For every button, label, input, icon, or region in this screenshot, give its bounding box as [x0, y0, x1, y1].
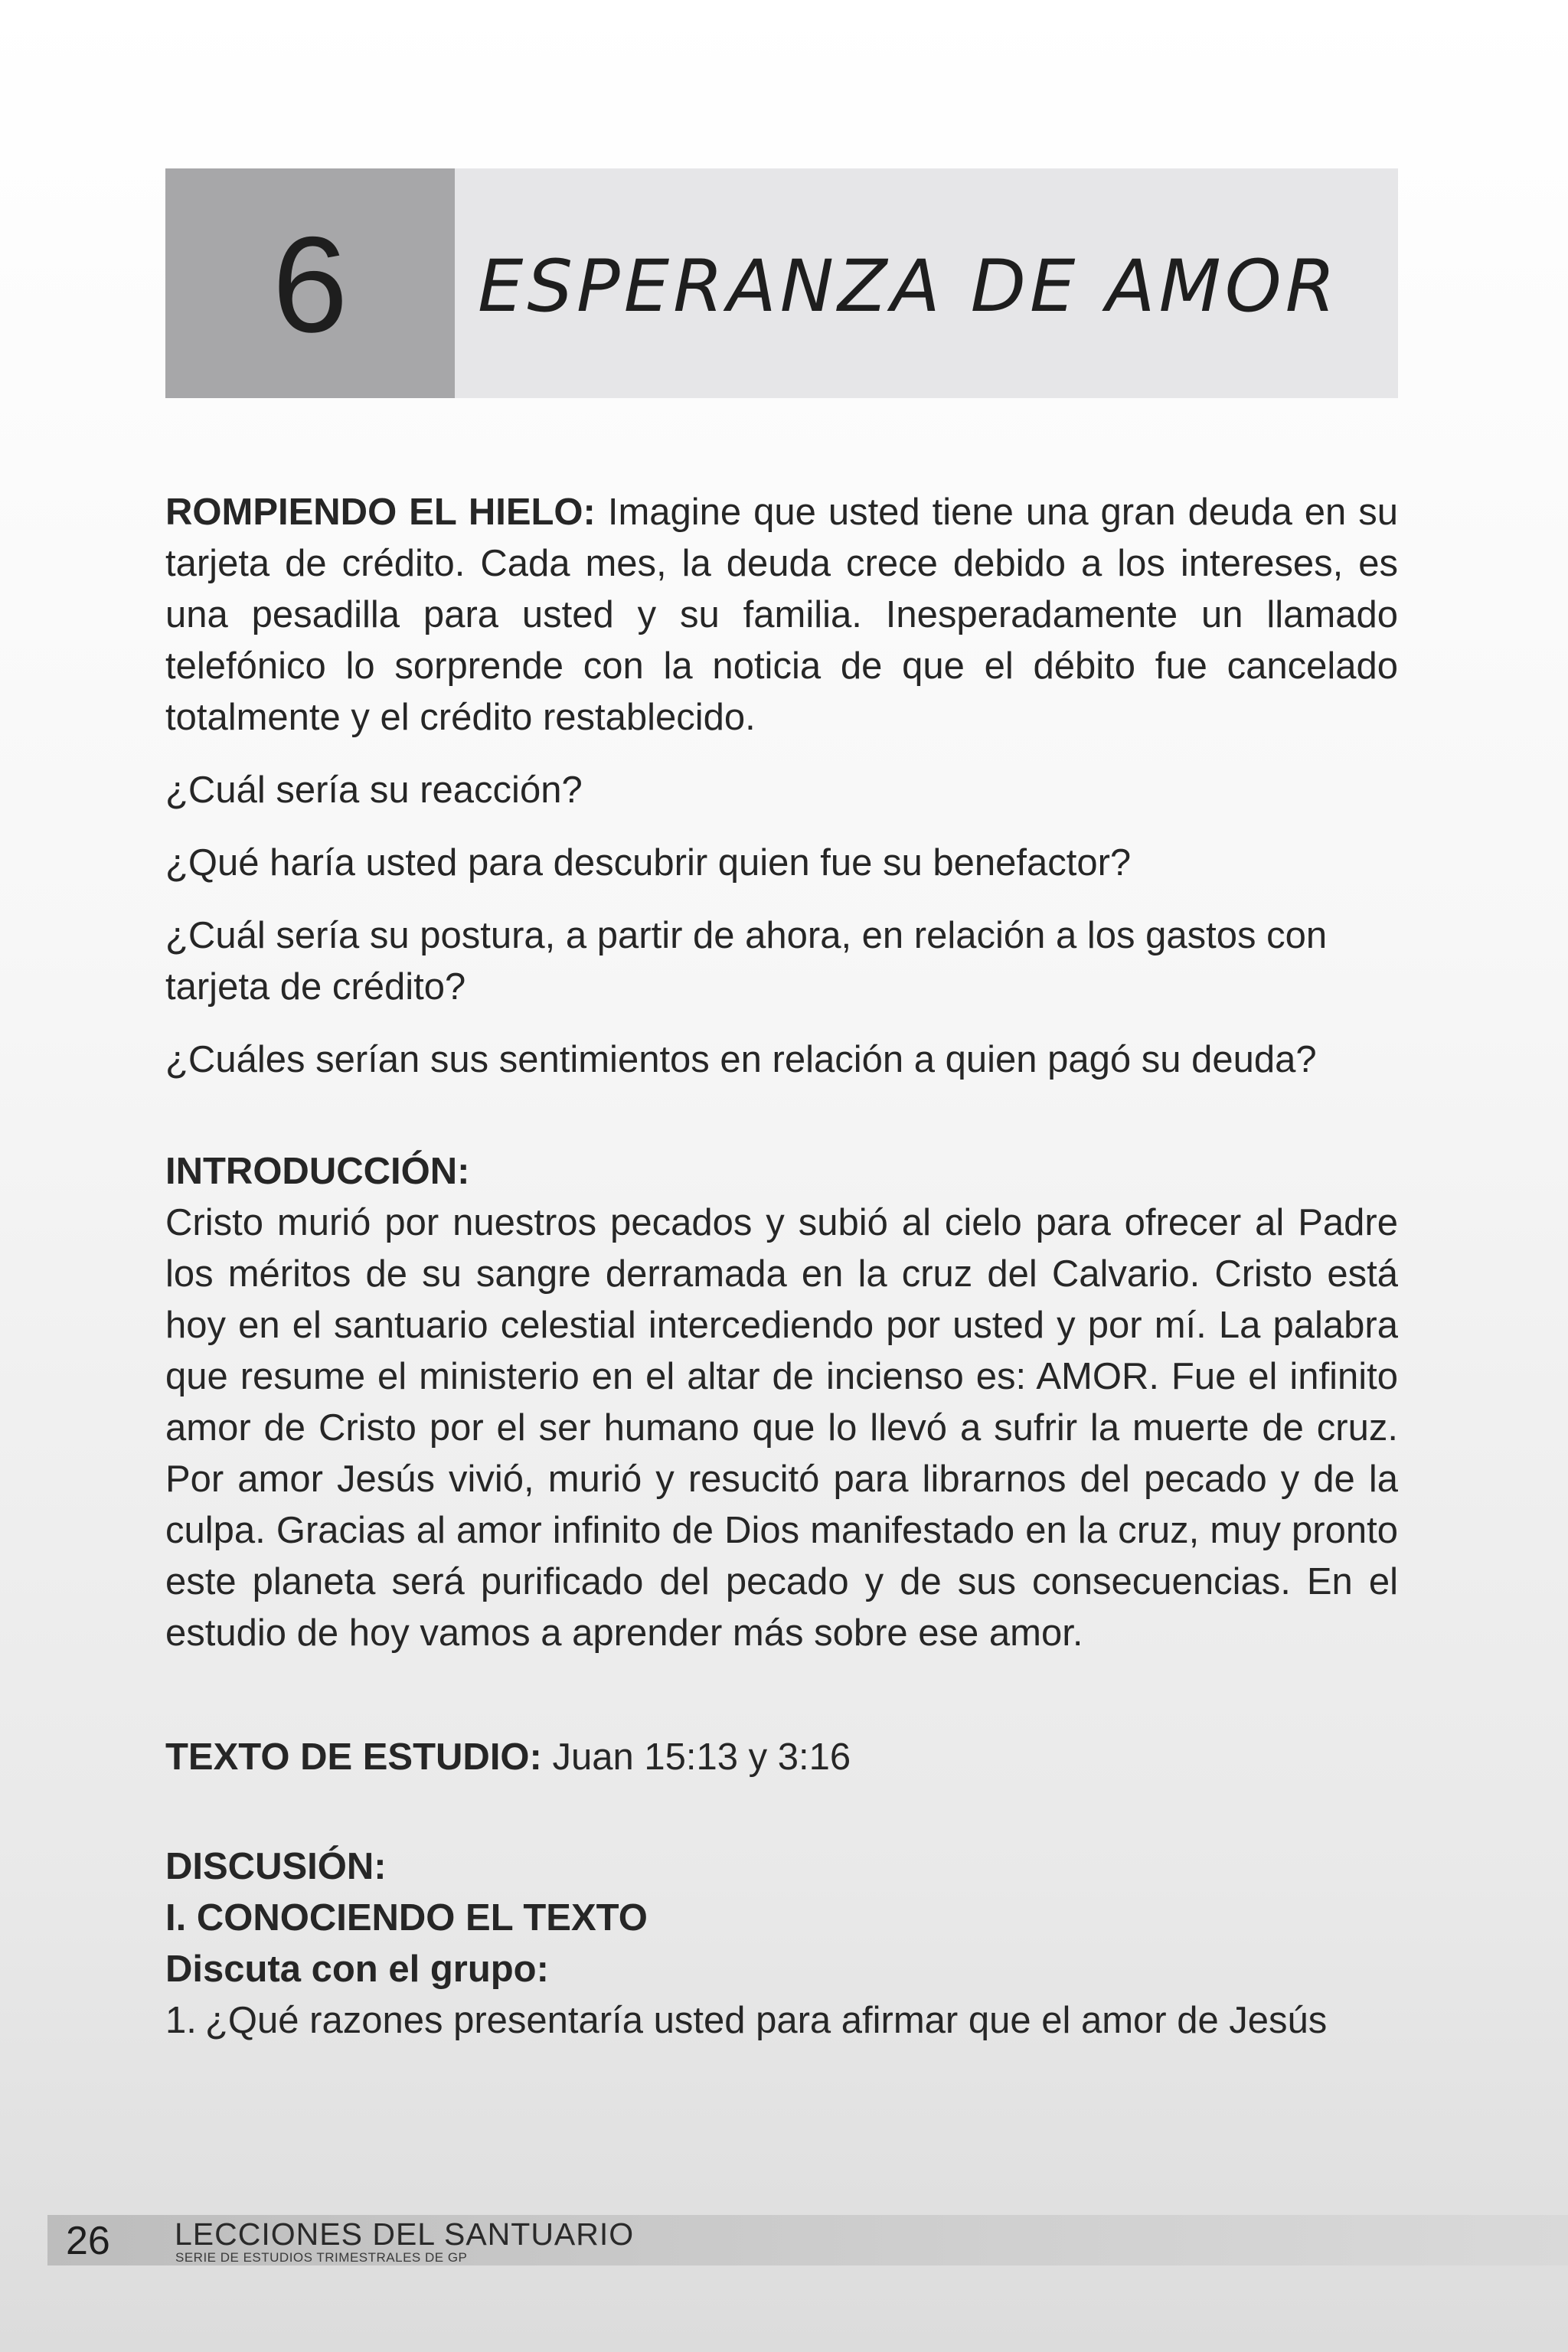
introduction-heading: INTRODUCCIÓN:: [165, 1151, 470, 1192]
chapter-number: 6: [272, 208, 348, 361]
page-number: 26: [66, 2219, 110, 2263]
icebreaker-label: ROMPIENDO EL HIELO:: [165, 492, 596, 533]
discussion-heading: DISCUSIÓN:: [165, 1846, 387, 1887]
discussion-prompt: Discuta con el grupo:: [165, 1949, 549, 1990]
icebreaker-question: ¿Cuál sería su reacción?: [165, 769, 583, 811]
icebreaker-question: ¿Cuál sería su postura, a partir de ahora, en relación a los gastos con tarjeta de crédito?: [165, 915, 1328, 1008]
icebreaker-question: ¿Cuáles serían sus sentimientos en relación a quien pagó su deuda?: [165, 1039, 1317, 1080]
chapter-title: ESPERANZA DE AMOR: [478, 244, 1340, 328]
footer-series-subtitle: SERIE DE ESTUDIOS TRIMESTRALES DE GP: [175, 2250, 468, 2265]
chapter-header: [165, 168, 1398, 398]
icebreaker-text: Imagine que usted tiene una gran deuda en su tarjeta de crédito. Cada mes, la deuda crece debido a los intereses, es una pesadilla para usted y su familia. Inesperadamente un llamado telefónico lo sorprende con la noticia de que el débito fue cancelado totalmente y el crédito restablecido.: [165, 492, 1399, 738]
chapter-title-box: [455, 168, 1398, 398]
icebreaker-paragraph: [165, 487, 1398, 743]
lesson-content: [165, 487, 1398, 2047]
list-item-text: ¿Qué razones presentaría usted para afirmar que el amor de Jesús: [205, 2000, 1328, 2041]
study-text-reference: Juan 15:13 y 3:16: [541, 1736, 851, 1778]
icebreaker-question: ¿Qué haría usted para descubrir quien fue su benefactor?: [165, 842, 1132, 884]
chapter-number-box: [165, 168, 455, 398]
study-text-label: TEXTO DE ESTUDIO:: [165, 1736, 542, 1778]
footer-series-title: LECCIONES DEL SANTUARIO: [175, 2216, 635, 2252]
introduction-paragraph: Cristo murió por nuestros pecados y subió al cielo para ofrecer al Padre los méritos de su sangre derramada en la cruz del Calvario. Cristo está hoy en el santuario celestial intercediendo por usted y por mí. La palabra que resume el ministerio en el altar de incienso es: AMOR. Fue el infinito amor de Cristo por el ser humano que lo llevó a sufrir la muerte de cruz. Por amor Jesús vivió, murió y resucitó para librarnos del pecado y de la culpa. Gracias al amor infinito de Dios manifestado en la cruz, muy pronto este planeta será purificado del pecado y de sus consecuencias. En el estudio de hoy vamos a aprender más sobre ese amor.: [165, 1202, 1398, 1654]
discussion-section-heading: I. CONOCIENDO EL TEXTO: [165, 1897, 648, 1939]
study-text-line: [165, 1732, 1398, 1783]
list-item-number: 1.: [165, 2000, 197, 2041]
discussion-list-item: [165, 1995, 1398, 2047]
